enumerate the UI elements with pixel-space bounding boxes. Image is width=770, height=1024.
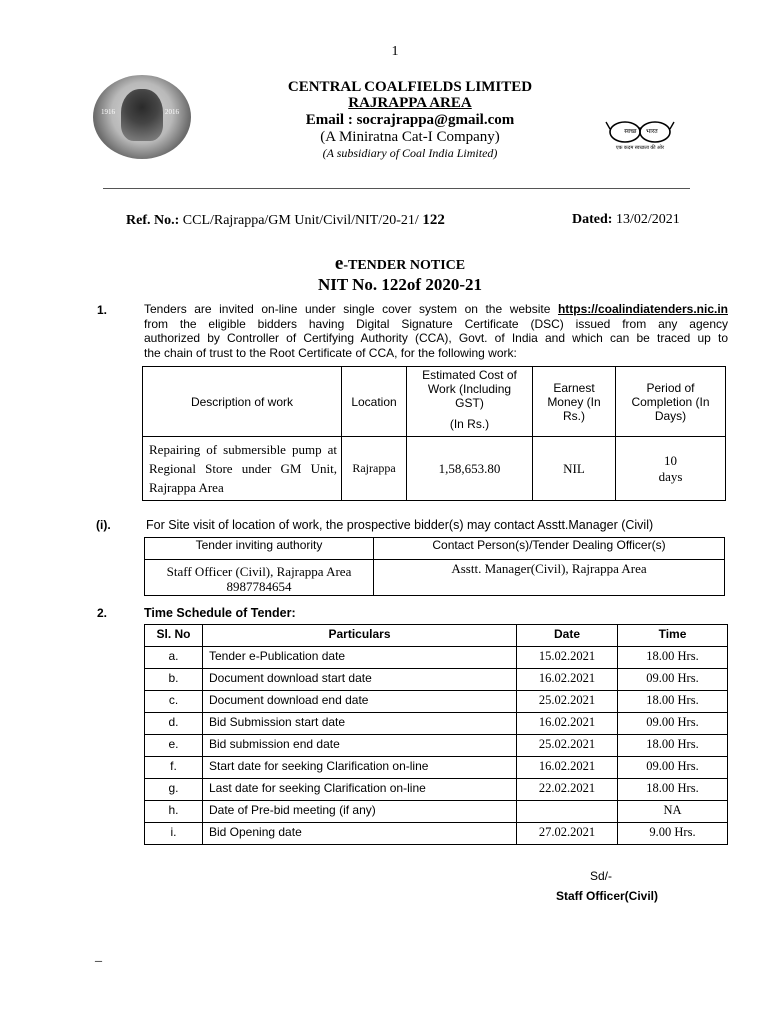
contact-cell: Asstt. Manager(Civil), Rajrappa Area xyxy=(374,560,725,596)
schedule-slno: h. xyxy=(145,801,203,823)
seal-year-left: 1916 xyxy=(101,108,115,116)
schedule-table xyxy=(144,624,728,845)
schedule-time: 18.00 Hrs. xyxy=(618,735,728,757)
schedule-particular: Bid submission end date xyxy=(203,735,517,757)
swachh-tagline: एक कदम स्वच्छता की ओर xyxy=(615,145,665,151)
schedule-slno: g. xyxy=(145,779,203,801)
authority-cell: Staff Officer (Civil), Rajrappa Area 8987784654 xyxy=(145,560,374,596)
schedule-time: 18.00 Hrs. xyxy=(618,647,728,669)
schedule-slno: i. xyxy=(145,823,203,845)
header-earnest: Earnest Money (In Rs.) xyxy=(533,367,616,437)
header-description: Description of work xyxy=(143,367,342,437)
ref-line xyxy=(126,212,445,229)
site-visit-number: (i). xyxy=(96,518,111,532)
schedule-particular: Start date for seeking Clarification on-line xyxy=(203,757,517,779)
work-period: 10 days xyxy=(616,437,726,501)
schedule-time: 09.00 Hrs. xyxy=(618,713,728,735)
site-visit-text: For Site visit of location of work, the prospective bidder(s) may contact Asstt.Manager (Civil) xyxy=(146,518,654,532)
schedule-date: 16.02.2021 xyxy=(517,713,618,735)
portrait-icon xyxy=(121,89,163,141)
contact-table xyxy=(144,537,725,596)
schedule-row xyxy=(145,669,728,691)
ref-value: CCL/Rajrappa/GM Unit/Civil/NIT/20-21/ xyxy=(182,213,419,228)
section1-text: Tenders are invited on-line under single cover system on the website https://coalindiatenders.nic.in from the eligible bidders having Digital Signature Certificate (DSC) issued from any agency authorized by Controller of Certifying Authority (CCA), Govt. of India and which can be traced up to the chain of trust to the Root Certificate of CCA, for the following work: xyxy=(144,302,728,360)
schedule-particular: Document download start date xyxy=(203,669,517,691)
schedule-particular: Tender e-Publication date xyxy=(203,647,517,669)
schedule-slno: d. xyxy=(145,713,203,735)
dated-line xyxy=(572,212,680,228)
header-particulars: Particulars xyxy=(203,625,517,647)
company-name: CENTRAL COALFIELDS LIMITED xyxy=(287,79,533,95)
schedule-time: 09.00 Hrs. xyxy=(618,669,728,691)
email: Email : socrajrappa@gmail.com xyxy=(305,112,515,128)
schedule-row xyxy=(145,823,728,845)
tender-website-link[interactable]: https://coalindiatenders.nic.in xyxy=(557,302,728,316)
schedule-row xyxy=(145,779,728,801)
schedule-time: 18.00 Hrs. xyxy=(618,779,728,801)
swachh-bharat-logo xyxy=(605,116,675,156)
schedule-time: 09.00 Hrs. xyxy=(618,757,728,779)
header-authority: Tender inviting authority xyxy=(145,538,374,560)
swachh-text: स्वच्छ भारत xyxy=(624,129,658,135)
footer-mark: _ xyxy=(95,949,102,964)
schedule-row xyxy=(145,735,728,757)
schedule-row xyxy=(145,757,728,779)
schedule-slno: a. xyxy=(145,647,203,669)
dated-value: 13/02/2021 xyxy=(615,212,680,227)
schedule-row xyxy=(145,691,728,713)
schedule-row xyxy=(145,801,728,823)
schedule-slno: e. xyxy=(145,735,203,757)
ref-number: 122 xyxy=(422,212,445,228)
schedule-particular: Date of Pre-bid meeting (if any) xyxy=(203,801,517,823)
schedule-header-row xyxy=(145,625,728,647)
schedule-date: 16.02.2021 xyxy=(517,757,618,779)
work-description: Repairing of submersible pump at Regional Store under GM Unit, Rajrappa Area xyxy=(143,437,342,501)
work-table-row xyxy=(143,437,726,501)
schedule-body xyxy=(145,647,728,845)
section1-number: 1. xyxy=(97,303,108,317)
area-name: RAJRAPPA AREA xyxy=(348,95,472,111)
schedule-slno: c. xyxy=(145,691,203,713)
company-type: (A Miniratna Cat-I Company) xyxy=(320,129,500,145)
schedule-date: 27.02.2021 xyxy=(517,823,618,845)
schedule-particular: Bid Submission start date xyxy=(203,713,517,735)
schedule-particular: Document download end date xyxy=(203,691,517,713)
schedule-time: NA xyxy=(618,801,728,823)
signature-designation: Staff Officer(Civil) xyxy=(556,889,659,903)
schedule-date: 22.02.2021 xyxy=(517,779,618,801)
work-earnest: NIL xyxy=(533,437,616,501)
schedule-date: 25.02.2021 xyxy=(517,691,618,713)
ref-label: Ref. No.: xyxy=(126,213,180,228)
schedule-date xyxy=(517,801,618,823)
schedule-row xyxy=(145,713,728,735)
schedule-time: 9.00 Hrs. xyxy=(618,823,728,845)
page-number: 1 xyxy=(391,44,399,59)
contact-header-row xyxy=(145,538,725,560)
work-cost: 1,58,653.80 xyxy=(407,437,533,501)
seal-year-right: 2016 xyxy=(165,108,179,116)
header-contact: Contact Person(s)/Tender Dealing Officer(s) xyxy=(374,538,725,560)
schedule-date: 15.02.2021 xyxy=(517,647,618,669)
signature-sd: Sd/- xyxy=(590,869,613,883)
schedule-particular: Last date for seeking Clarification on-line xyxy=(203,779,517,801)
schedule-time: 18.00 Hrs. xyxy=(618,691,728,713)
header-cost: Estimated Cost of Work (Including GST) (In Rs.) xyxy=(407,367,533,437)
schedule-date: 25.02.2021 xyxy=(517,735,618,757)
work-table-header-row xyxy=(143,367,726,437)
schedule-particular: Bid Opening date xyxy=(203,823,517,845)
schedule-slno: b. xyxy=(145,669,203,691)
work-location: Rajrappa xyxy=(342,437,407,501)
dated-label: Dated: xyxy=(572,212,613,227)
header-location: Location xyxy=(342,367,407,437)
subsidiary-note: (A subsidiary of Coal India Limited) xyxy=(322,146,498,160)
schedule-date: 16.02.2021 xyxy=(517,669,618,691)
schedule-slno: f. xyxy=(145,757,203,779)
header-slno: Sl. No xyxy=(145,625,203,647)
header-divider xyxy=(103,188,690,189)
notice-title: e-TENDER NOTICE xyxy=(334,253,466,274)
work-details-table xyxy=(142,366,726,501)
schedule-row xyxy=(145,647,728,669)
header-date: Date xyxy=(517,625,618,647)
nit-number: NIT No. 122of 2020-21 xyxy=(317,275,483,294)
header-time: Time xyxy=(618,625,728,647)
section2-number: 2. xyxy=(97,606,108,620)
header-period: Period of Completion (In Days) xyxy=(616,367,726,437)
section2-title: Time Schedule of Tender: xyxy=(144,606,296,620)
contact-row xyxy=(145,560,725,596)
ccl-seal-logo xyxy=(93,75,191,159)
